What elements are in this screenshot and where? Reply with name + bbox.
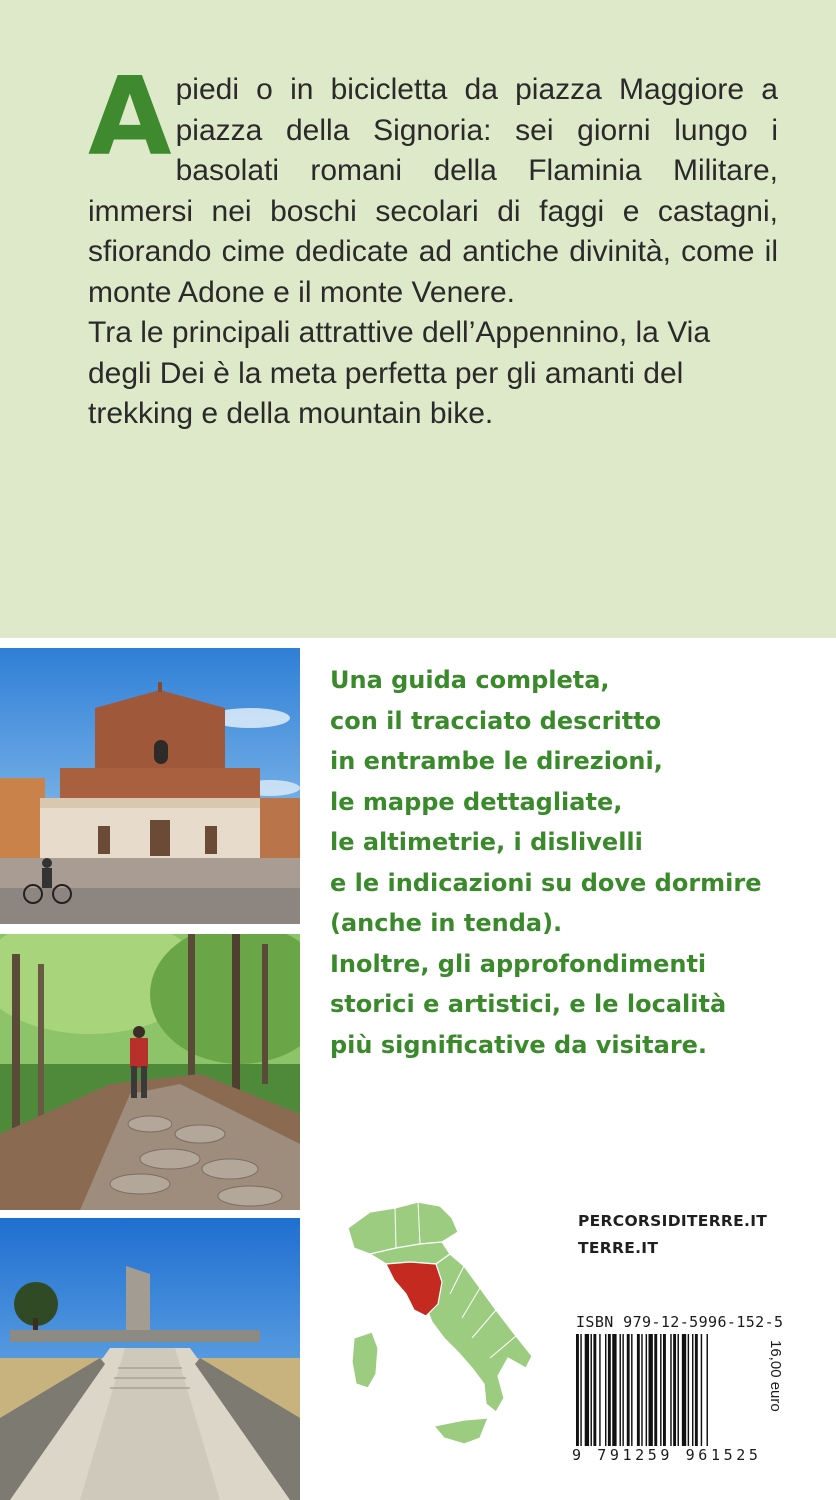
barcode-bar	[649, 1334, 653, 1446]
barcode	[574, 1334, 754, 1446]
barcode-bar	[593, 1334, 596, 1446]
barcode-bar	[580, 1334, 581, 1446]
feature-line: le altimetrie, i dislivelli	[330, 828, 643, 856]
feature-line: e le indicazioni su dove dormire	[330, 868, 762, 897]
feature-line: con il tracciato descritto	[330, 706, 662, 735]
barcode-bar	[670, 1334, 671, 1446]
intro-text	[88, 55, 778, 435]
barcode-bar	[692, 1334, 693, 1446]
feature-line: storici e artistici, e le località	[330, 990, 727, 1018]
barcode-bar	[646, 1334, 647, 1446]
features-list	[330, 660, 810, 1065]
intro-paragraph-2: Tra le principali attrattive dell’Appennino, la Via degli Dei è la meta perfetta per gli amanti del trekking e della mountain bike.	[88, 316, 711, 430]
website-link[interactable]: PERCORSIDITERRE.IT	[578, 1212, 768, 1230]
barcode-bar	[612, 1334, 616, 1446]
feature-line: più significative da visitare.	[330, 1030, 708, 1059]
barcode-bar	[591, 1334, 592, 1446]
italy-map	[340, 1198, 540, 1454]
barcode-bar	[701, 1334, 702, 1446]
barcode-bar	[663, 1334, 666, 1446]
forest-path-photo	[0, 934, 300, 1210]
barcode-bar	[599, 1334, 600, 1446]
price-tag	[766, 1340, 786, 1440]
websites	[578, 1208, 767, 1262]
feature-line: (anche in tenda).	[330, 909, 563, 937]
website-link[interactable]: TERRE.IT	[578, 1239, 659, 1257]
barcode-bar	[620, 1334, 621, 1446]
basilica-photo	[0, 648, 300, 924]
drop-cap: A	[88, 55, 172, 180]
barcode-bar	[608, 1334, 611, 1446]
isbn-label: ISBN 979-12-5996-152-5	[576, 1313, 784, 1331]
barcode-bar	[654, 1334, 657, 1446]
barcode-bar	[707, 1334, 708, 1446]
barcode-bar	[695, 1334, 698, 1446]
barcode-bar	[631, 1334, 632, 1446]
memorial-photo	[0, 1218, 300, 1500]
barcode-bar	[682, 1334, 686, 1446]
feature-line: in entrambe le direzioni,	[330, 747, 663, 775]
barcode-bar	[678, 1334, 679, 1446]
price-label: 16,00 euro	[767, 1340, 784, 1412]
barcode-bar	[585, 1334, 589, 1446]
barcode-bar	[637, 1334, 640, 1446]
barcode-bar	[688, 1334, 689, 1446]
barcode-bar	[622, 1334, 623, 1446]
feature-line: le mappe dettagliate,	[330, 787, 623, 816]
barcode-bar	[576, 1334, 579, 1446]
intro-paragraph-1: piedi o in bicicletta da piazza Maggiore a piazza della Signoria: sei giorni lungo i basolati romani della Flaminia Militare, immersi nei boschi secolari di faggi e castagni, sfiorando cime dedicate ad antiche divinità, come il monte Adone e il monte Venere.	[88, 73, 778, 309]
barcode-bar	[660, 1334, 661, 1446]
barcode-bar	[605, 1334, 606, 1446]
barcode-bar	[627, 1334, 630, 1446]
feature-line: Inoltre, gli approfondimenti	[330, 949, 707, 978]
barcode-bar	[673, 1334, 676, 1446]
barcode-digits: 9 791259 961525	[572, 1446, 762, 1464]
intro-panel	[0, 0, 836, 638]
barcode-bar	[641, 1334, 642, 1446]
feature-line: Una guida completa,	[330, 666, 610, 694]
